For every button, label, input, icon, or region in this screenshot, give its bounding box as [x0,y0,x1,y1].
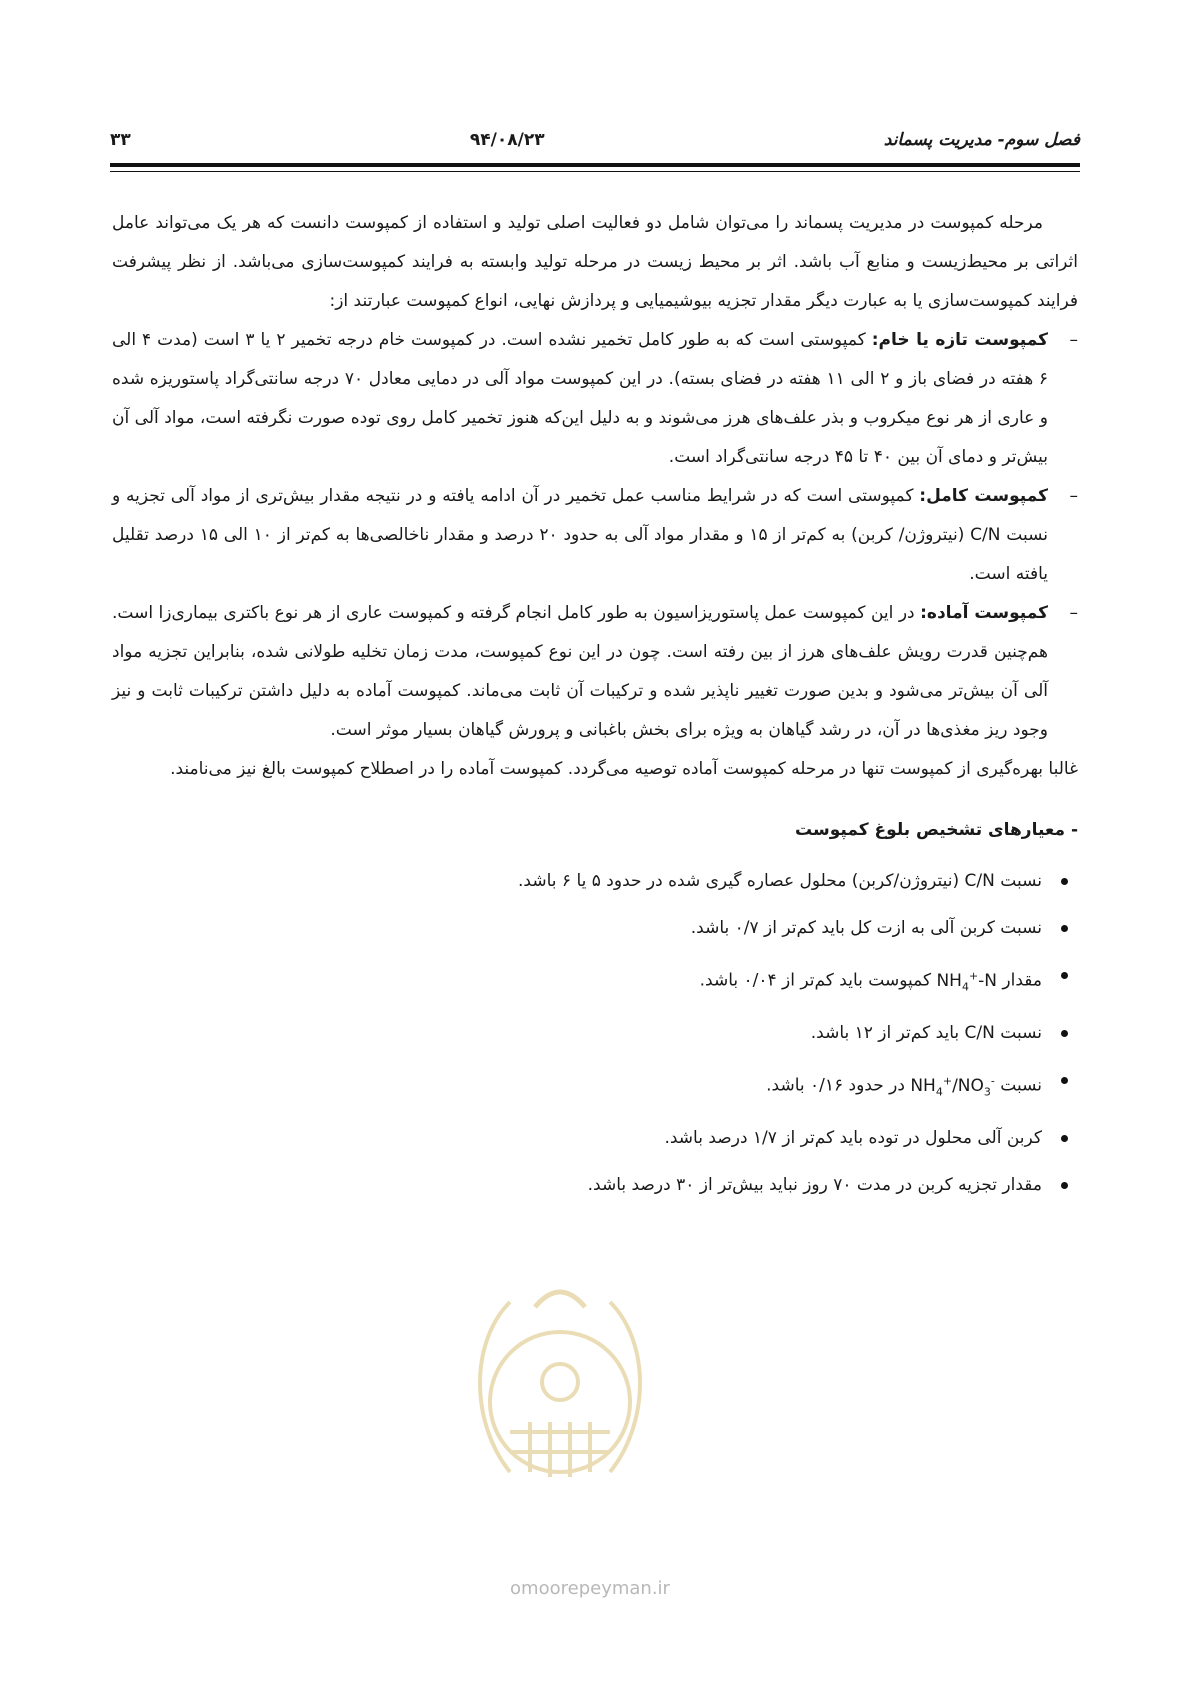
criteria-text: نسبت C/N باید کم‌تر از ۱۲ باشد. [810,1023,1042,1044]
header-rule-thin [110,171,1080,172]
criteria-item [243,858,1078,905]
criteria-heading: - معیارهای تشخیص بلوغ کمپوست [795,820,1078,840]
compost-type-text: در این کمپوست عمل پاستوریزاسیون به طور کامل انجام گرفته و کمپوست عاری از هر نوع باکتری بیماری‌زا است. هم‌چنین قدرت رویش علف‌های هرز از بین رفته است. چون در این نوع کمپوست، مدت زمان تخلیه طولانی شده، بنابراین تجزیه مواد آلی آن بیش‌تر می‌شود و بدین صورت تغییر ناپذیر شده و ترکیبات آن ثابت می‌ماند. کمپوست آماده به دلیل داشتن ترکیبات ثابت و نیز وجود ریز مغذی‌ها در آن، در رشد گیاهان به ویژه برای بخش باغبانی و پرورش گیاهان بسیار موثر است. [112,603,1048,740]
bullet-dot [1061,1077,1068,1084]
compost-type-item [112,594,1078,750]
page-body [112,204,1078,1209]
criteria-list [243,858,1078,1209]
dash-bullet: – [1069,330,1078,350]
criteria-text: کربن آلی محلول در توده باید کم‌تر از ۱/۷ درصد باشد. [664,1128,1042,1149]
chapter-title: فصل سوم- مدیریت پسماند [883,130,1080,150]
criteria-text: مقدار [997,970,1042,991]
compost-type-text: کمپوستی است که به طور کامل تخمیر نشده است. در کمپوست خام درجه تخمیر ۲ یا ۳ است (مدت ۴ الی ۶ هفته در فضای باز و ۲ الی ۱۱ هفته در فضای بسته). در این کمپوست مواد آلی در دمایی معادل ۷۰ درجه سانتی‌گراد پاستوریزه شده و عاری از هر نوع میکروب و بذر علف‌های هرز می‌شوند و به دلیل این‌که هنوز تخمیر کامل روی توده صورت نگرفته است، مواد آلی آن بیش‌تر و دمای آن بین ۴۰ تا ۴۵ درجه سانتی‌گراد است. [112,330,1049,467]
criteria-item [243,1162,1078,1209]
criteria-item [243,952,1078,1010]
page-number: ۳۳ [110,130,131,150]
bullet-dot [1061,1135,1068,1142]
criteria-item [243,905,1078,952]
criteria-text: نسبت [994,1075,1042,1096]
formula-ammonium: $NH_4^+-N$ [936,969,998,994]
dash-bullet: – [1069,603,1078,623]
bullet-dot [1061,1182,1068,1189]
criteria-item [243,1115,1078,1162]
criteria-item [243,1057,1078,1115]
header-date: ۹۴/۰۸/۲۳ [469,130,545,150]
seal-grid [510,1422,610,1477]
criteria-text: نسبت C/N (نیتروژن/کربن) محلول عصاره گیری شده در حدود ۵ یا ۶ باشد. [518,871,1042,891]
seal-center [542,1364,578,1400]
compost-type-term: کمپوست آماده: [920,603,1049,623]
criteria-text-tail: در حدود ۰/۱۶ باشد. [766,1075,911,1096]
compost-type-term: کمپوست کامل: [919,486,1048,506]
criteria-text-tail: کمپوست باید کم‌تر از ۰/۰۴ باشد. [699,970,937,991]
bullet-dot [1061,972,1068,979]
compost-type-item [112,477,1078,594]
bullet-dot [1061,878,1068,885]
compost-types-list [112,321,1078,750]
closing-paragraph: غالبا بهره‌گیری از کمپوست تنها در مرحله کمپوست آماده توصیه می‌گردد. کمپوست آماده را در اصطلاح کمپوست بالغ نیز می‌نامند. [170,759,1078,779]
seal-icon [450,1262,670,1512]
bullet-dot [1061,925,1068,932]
compost-type-text: کمپوستی است که در شرایط مناسب عمل تخمیر در آن ادامه یافته و در نتیجه مقدار بیش‌تری از مواد آلی تجزیه و نسبت C/N (نیتروژن/ کربن) به کم‌تر از ۱۵ و مقدار مواد آلی به حدود ۲۰ درصد و مقدار ناخالصی‌ها به کم‌تر از ۱۰ الی ۱۵ درصد تقلیل یافته است. [112,486,1048,584]
header-rule-thick [110,163,1080,167]
intro-paragraph: مرحله کمپوست در مدیریت پسماند را می‌توان شامل دو فعالیت اصلی تولید و استفاده از کمپوست دانست که هر یک می‌تواند عامل اثراتی بر محیط‌زیست و منابع آب باشد. اثر بر محیط زیست در مرحله تولید وابسته به فرایند کمپوست‌سازی می‌باشد. از نظر پیشرفت فرایند کمپوست‌سازی یا به عبارت دیگر مقدار تجزیه بیوشیمیایی و پردازش نهایی، انواع کمپوست عبارتند از: [112,213,1078,311]
seal-crest [535,1292,585,1307]
compost-type-term: کمپوست تازه یا خام: [871,330,1049,350]
bullet-dot [1061,1030,1068,1037]
dash-bullet: – [1069,486,1078,506]
criteria-text: مقدار تجزیه کربن در مدت ۷۰ روز نباید بیش‌تر از ۳۰ درصد باشد. [587,1175,1042,1196]
formula-ammonium-nitrate: $NH_4^+/NO_3^-$ [910,1074,995,1099]
compost-type-item [112,321,1078,477]
page-header [110,124,1080,156]
watermark-site-text: omoorepeyman.ir [510,1578,670,1599]
criteria-text: نسبت کربن آلی به ازت کل باید کم‌تر از ۰/۷ باشد. [690,918,1042,938]
criteria-item [243,1010,1078,1057]
